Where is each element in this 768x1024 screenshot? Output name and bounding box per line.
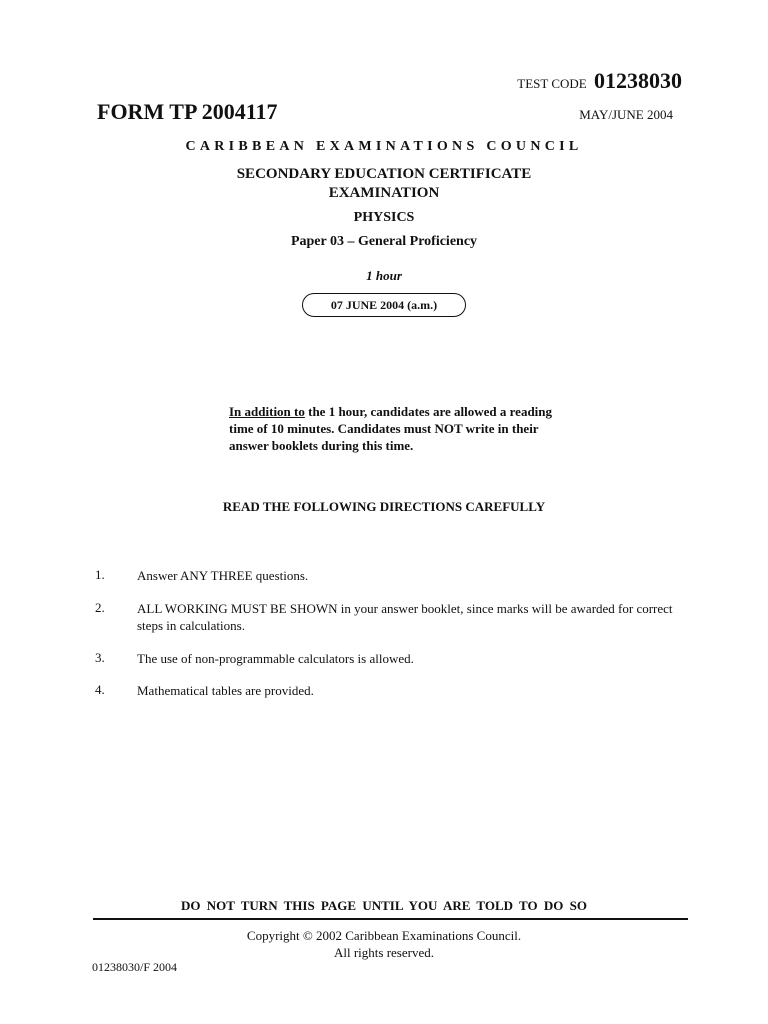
exam-date: 07 JUNE 2004 (a.m.)	[330, 297, 438, 312]
directions-heading: READ THE FOLLOWING DIRECTIONS CAREFULLY	[222, 499, 546, 514]
form-number: FORM TP 2004117	[97, 99, 278, 124]
direction-text: ALL WORKING MUST BE SHOWN in your answer booklet, since marks will be awarded for correct steps in calculations.	[137, 601, 673, 633]
paper-title: Paper 03 – General Proficiency	[290, 234, 478, 249]
certificate-title-line1: SECONDARY EDUCATION CERTIFICATE	[236, 166, 532, 182]
direction-text: Answer ANY THREE questions.	[137, 568, 309, 583]
direction-number: 3.	[95, 650, 105, 665]
reading-time-text: the 1 hour, candidates are allowed a reading time of 10 minutes. Candidates must NOT write in their answer booklets during this time.	[229, 404, 553, 453]
direction-number: 2.	[95, 600, 105, 615]
test-code-line	[517, 68, 682, 94]
exam-session: MAY/JUNE 2004	[579, 107, 673, 122]
exam-duration: 1 hour	[366, 268, 402, 283]
direction-number: 4.	[95, 682, 105, 697]
copyright-line1: Copyright © 2002 Caribbean Examinations Council.	[246, 928, 522, 943]
footer-code: 01238030/F 2004	[92, 960, 178, 974]
certificate-title-line2: EXAMINATION	[328, 185, 440, 201]
subject-title: PHYSICS	[353, 210, 415, 225]
test-code-value: 01238030	[594, 68, 682, 93]
copyright-line2: All rights reserved.	[333, 945, 434, 960]
do-not-turn-warning: DO NOT TURN THIS PAGE UNTIL YOU ARE TOLD TO DO SO	[181, 898, 587, 913]
council-name: CARIBBEAN EXAMINATIONS COUNCIL	[185, 139, 583, 154]
test-code-label: TEST CODE	[517, 76, 587, 91]
copyright-notice	[0, 927, 768, 961]
reading-time-emphasis: In addition to	[229, 404, 305, 419]
footer-divider	[93, 918, 688, 920]
direction-text: The use of non-programmable calculators is allowed.	[137, 651, 414, 666]
exam-date-box	[302, 293, 466, 317]
reading-time-notice	[229, 403, 569, 454]
direction-text: Mathematical tables are provided.	[137, 683, 314, 698]
direction-number: 1.	[95, 567, 105, 582]
